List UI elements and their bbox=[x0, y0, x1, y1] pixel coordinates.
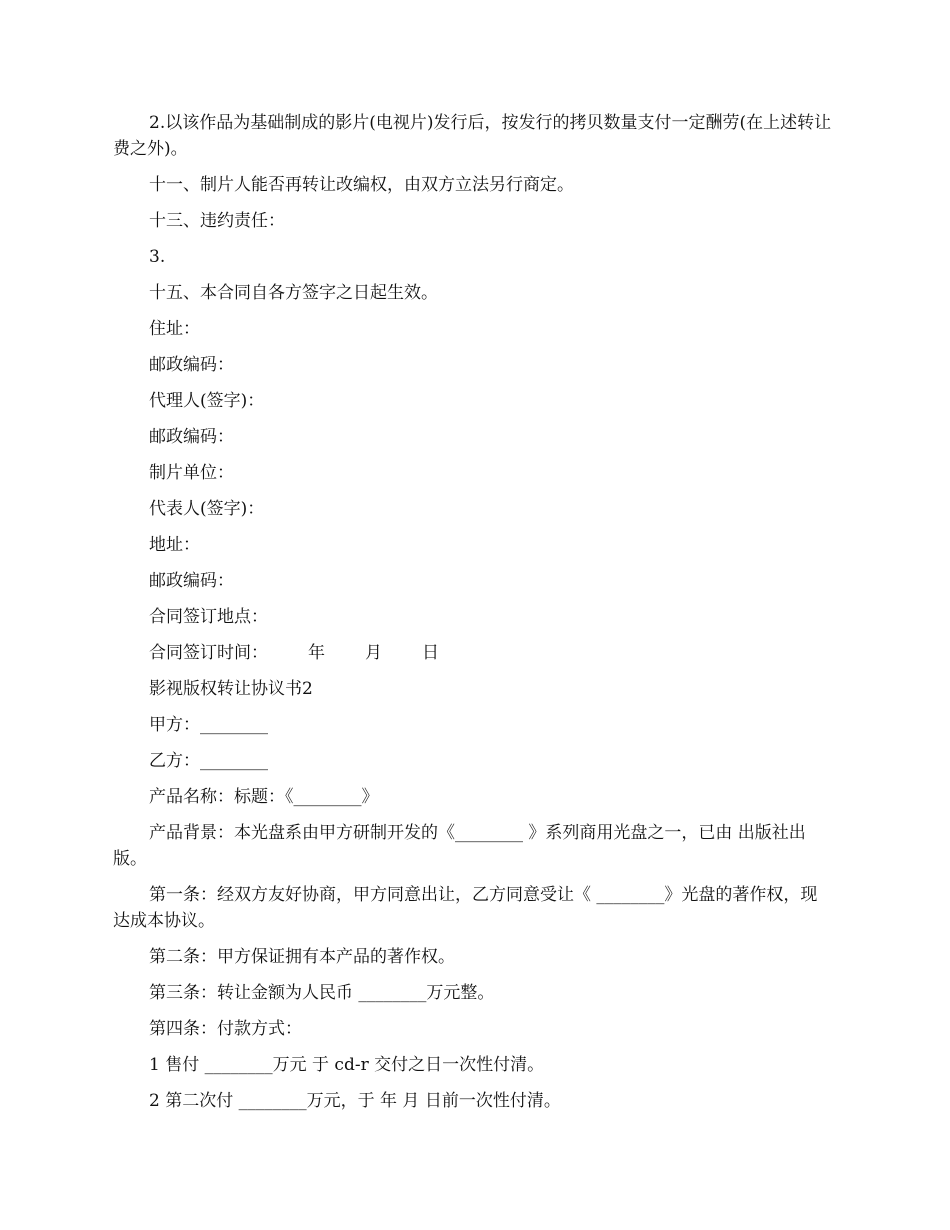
signing-date-line bbox=[113, 640, 833, 666]
signing-date-label: 合同签订时间： bbox=[149, 643, 268, 663]
paragraph: 代表人(签字)： bbox=[149, 499, 265, 519]
agreement-title: 影视版权转让协议书2 bbox=[149, 679, 313, 699]
paragraph: 邮政编码： bbox=[149, 571, 234, 591]
paragraph: 邮政编码： bbox=[149, 427, 234, 447]
paragraph: 代理人(签字)： bbox=[149, 391, 265, 411]
paragraph: 产品背景：本光盘系由甲方研制开发的《________ 》系列商用光盘之一，已由 出版社出版。 bbox=[113, 823, 806, 869]
paragraph: 第四条：付款方式： bbox=[149, 1019, 302, 1039]
paragraph: 住址： bbox=[149, 319, 200, 339]
paragraph: 2 第二次付 ________万元，于 年 月 日前一次性付清。 bbox=[149, 1091, 561, 1111]
paragraph: 制片单位： bbox=[149, 463, 234, 483]
document-body bbox=[113, 110, 833, 1124]
paragraph: 3. bbox=[149, 247, 166, 267]
paragraph: 产品名称：标题：《________》 bbox=[149, 787, 379, 807]
paragraph: 2.以该作品为基础制成的影片(电视片)发行后，按发行的拷贝数量支付一定酬劳(在上述转让费之外)。 bbox=[113, 113, 832, 159]
paragraph: 十一、制片人能否再转让改编权，由双方立法另行商定。 bbox=[149, 175, 574, 195]
paragraph: 乙方：________ bbox=[149, 751, 268, 771]
paragraph: 邮政编码： bbox=[149, 355, 234, 375]
signing-date-month: 月 bbox=[365, 643, 382, 663]
paragraph: 第二条：甲方保证拥有本产品的著作权。 bbox=[149, 947, 455, 967]
paragraph: 第三条：转让金额为人民币 ________万元整。 bbox=[149, 983, 495, 1003]
paragraph: 十五、本合同自各方签字之日起生效。 bbox=[149, 283, 438, 303]
paragraph: 十三、违约责任： bbox=[149, 211, 285, 231]
signing-date-year: 年 bbox=[308, 643, 325, 663]
paragraph: 甲方：________ bbox=[149, 715, 268, 735]
paragraph: 1 售付 ________万元 于 cd-r 交付之日一次性付清。 bbox=[149, 1055, 545, 1075]
paragraph: 合同签订地点： bbox=[149, 607, 268, 627]
signing-date-day: 日 bbox=[422, 643, 439, 663]
paragraph: 第一条：经双方友好协商，甲方同意出让，乙方同意受让《 ________》光盘的著作权，现达成本协议。 bbox=[113, 885, 818, 931]
paragraph: 地址： bbox=[149, 535, 200, 555]
